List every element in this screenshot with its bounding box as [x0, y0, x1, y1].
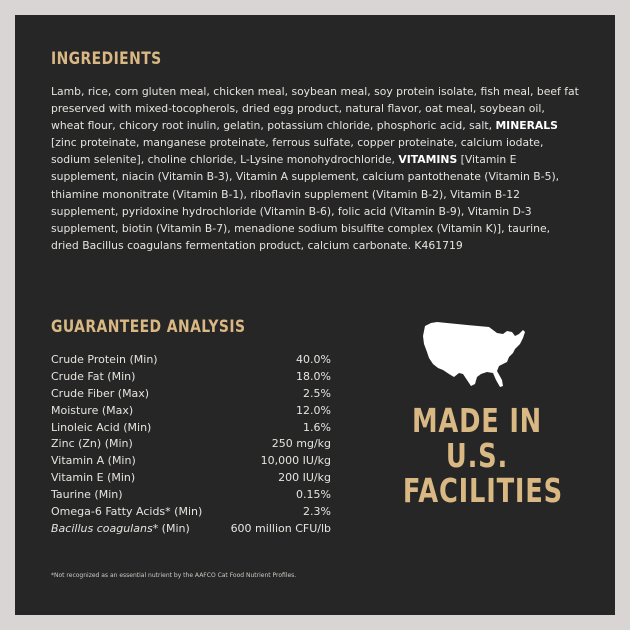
guaranteed-analysis-heading: GUARANTEED ANALYSIS — [51, 317, 246, 337]
made-in-line: MADE IN — [411, 401, 543, 440]
table-row — [51, 469, 331, 486]
nutrient-value: 2.5% — [303, 386, 331, 400]
nutrition-panel — [15, 15, 615, 615]
nutrient-value: 1.6% — [303, 420, 331, 434]
table-row — [51, 486, 331, 503]
nutrient-value: 40.0% — [296, 352, 331, 366]
ingredients-text-part-3: [Vitamin E supplement, niacin (Vitamin B-3), Vitamin A supplement, calcium pantothenate (Vitamin B-5), thiamine mononitrate (Vitamin B-1), riboflavin supplement (Vitamin B-2), Vitamin B-12 supplement, pyridoxine hydrochloride (Vitamin B-6), folic acid (Vitamin B-9), Vitamin D-3 supplement, biotin (Vitamin B-7), menadione sodium bisulfite complex (Vitamin K)], taurine, dried Bacillus coagulans fermentation product, calcium carbonate. K461719 — [51, 153, 560, 252]
ingredients-text-part-1: Lamb, rice, corn gluten meal, chicken meal, soybean meal, soy protein isolate, fish meal, beef fat preserved with mixed-tocopherols, dried egg product, natural flavor, oat meal, soybean oil, wheat flour, chicory root inulin, gelatin, potassium chloride, phosphoric acid, salt, — [51, 85, 579, 133]
table-row — [51, 435, 331, 452]
nutrient-name: Crude Fiber (Max) — [51, 386, 150, 400]
vitamins-label: VITAMINS — [398, 153, 458, 167]
ingredients-list — [51, 83, 581, 254]
table-row — [51, 452, 331, 469]
nutrient-value: 12.0% — [296, 403, 331, 417]
us-line: U.S. — [445, 436, 509, 475]
nutrient-name-italic: Bacillus coagulans — [51, 521, 153, 535]
nutrient-name — [51, 520, 219, 537]
table-row — [51, 402, 331, 419]
nutrient-name: Omega-6 Fatty Acids* (Min) — [51, 504, 203, 518]
table-row — [51, 520, 331, 537]
minerals-label: MINERALS — [495, 119, 558, 133]
nutrient-name: Linoleic Acid (Min) — [51, 420, 152, 434]
table-row — [51, 503, 331, 520]
nutrient-name: Vitamin E (Min) — [51, 471, 136, 485]
nutrient-value: 0.15% — [296, 488, 331, 502]
ingredients-heading: INGREDIENTS — [51, 49, 162, 69]
guaranteed-analysis-table — [51, 351, 331, 537]
nutrient-name: Zinc (Zn) (Min) — [51, 437, 133, 451]
nutrient-name: Moisture (Max) — [51, 403, 134, 417]
nutrient-name: Taurine (Min) — [51, 488, 123, 502]
ingredients-text-part-2: [zinc proteinate, manganese proteinate, ferrous sulfate, copper proteinate, calcium iodate, sodium selenite], choline chloride, L-Lysine monohydrochloride, — [51, 136, 544, 167]
footnote: *Not recognized as an essential nutrient by the AAFCO Cat Food Nutrient Profiles. — [51, 572, 297, 579]
nutrient-value: 200 IU/kg — [278, 471, 331, 485]
usa-map-icon — [423, 322, 525, 388]
nutrient-name: Vitamin A (Min) — [51, 454, 136, 468]
table-row — [51, 419, 331, 436]
nutrient-value: 600 million CFU/lb — [230, 521, 331, 535]
nutrient-value: 2.3% — [303, 504, 331, 518]
nutrient-value: 250 mg/kg — [271, 437, 331, 451]
nutrient-value: 18.0% — [296, 369, 331, 383]
facilities-line: FACILITIES — [402, 471, 563, 510]
table-row — [51, 351, 331, 368]
nutrient-value: 10,000 IU/kg — [260, 454, 331, 468]
table-row — [51, 368, 331, 385]
table-row — [51, 385, 331, 402]
made-in-usa-badge — [382, 403, 572, 508]
nutrient-name: Crude Protein (Min) — [51, 352, 158, 366]
nutrient-name-rest: * (Min) — [152, 521, 190, 535]
nutrient-name: Crude Fat (Min) — [51, 369, 136, 383]
